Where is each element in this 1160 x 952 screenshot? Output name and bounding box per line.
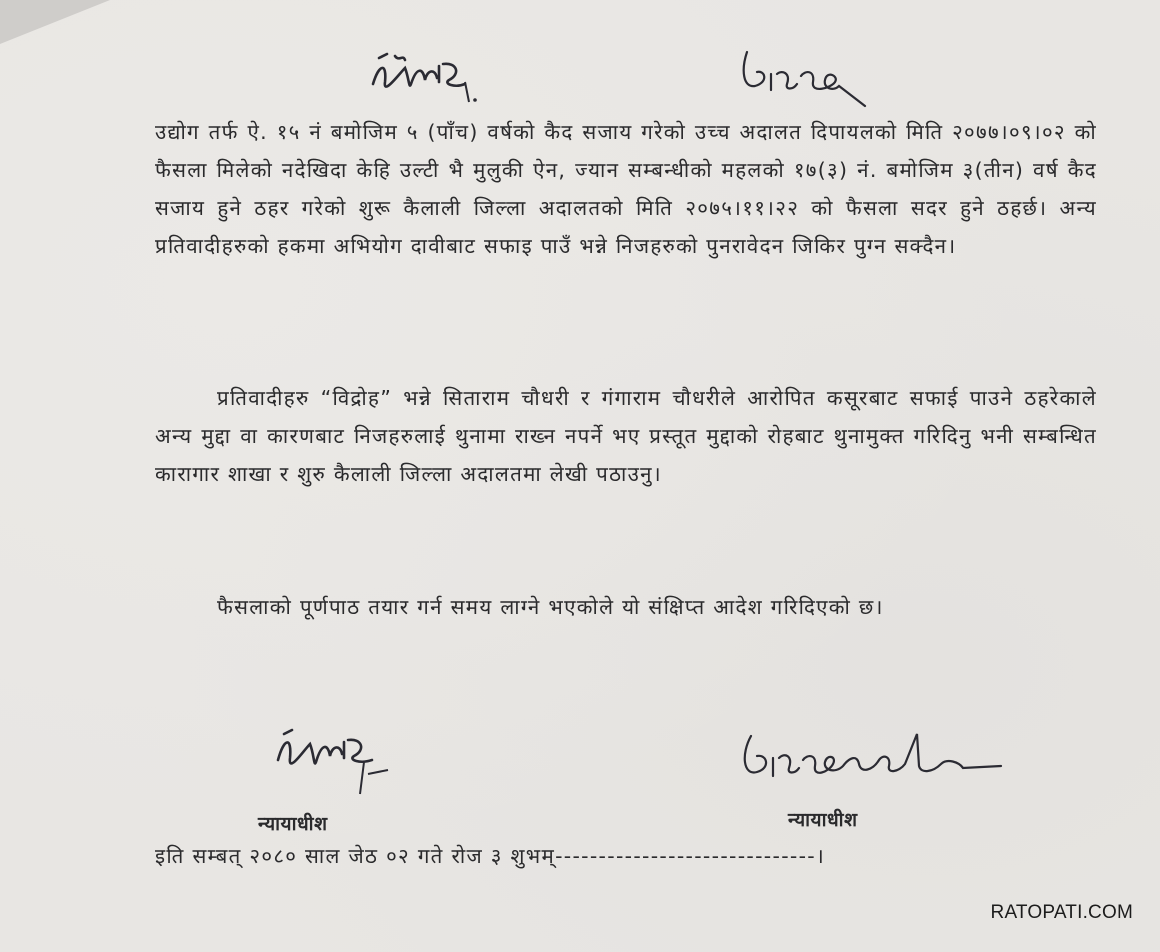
top-right-signature [735,40,875,120]
watermark: RATOPATI.COM [990,902,1133,923]
closing-line: इति सम्बत् २०८० साल जेठ ०२ गते रोज ३ शुभम्------------------------------। [155,844,826,868]
top-left-signature [365,44,495,110]
paragraph-short-order: फैसलाको पूर्णपाठ तयार गर्न समय लाग्ने भएकोले यो संक्षिप्त आदेश गरिदिएको छ। [217,595,884,619]
paragraph-verdict: उद्योग तर्फ ऐ. १५ नं बमोजिम ५ (पाँच) वर्षको कैद सजाय गरेको उच्च अदालत दिपायलको मिति २०७७।०९।०२ को फैसला मिलेको नदेखिदा केहि उल्टी भै मुलुकी ऐन, ज्यान सम्बन्धीको महलको १७(३) नं. बमोजिम ३(तीन) वर्ष कैद सजाय हुने ठहर गरेको शुरू कैलाली जिल्ला अदालतको मिति २०७५।११।२२ को फैसला सदर हुने ठहर्छ। अन्य प्रतिवादीहरुको हकमा अभियोग दावीबाट सफाइ पाउँ भन्ने निजहरुको पुनरावेदन जिकिर पुग्न सक्दैन। [155,120,1097,258]
right-judge-title: न्यायाधीश [788,809,858,831]
bottom-left-signature [268,722,398,802]
paragraph-release-order: प्रतिवादीहरु “विद्रोह” भन्ने सिताराम चौधरी र गंगाराम चौधरीले आरोपित कसूरबाट सफाई पाउने ठहरेकाले अन्य मुद्दा वा कारणबाट निजहरुलाई थुनामा राख्न नपर्ने भए प्रस्तूत मुद्दाको रोहबाट थुनामुक्त गरिदिनु भनी सम्बन्धित कारागार शाखा र शुरु कैलाली जिल्ला अदालतमा लेखी पठाउनु। [155,386,1097,486]
left-judge-title: न्यायाधीश [258,813,328,835]
page-fold [0,0,110,44]
bottom-right-signature [733,714,1008,794]
